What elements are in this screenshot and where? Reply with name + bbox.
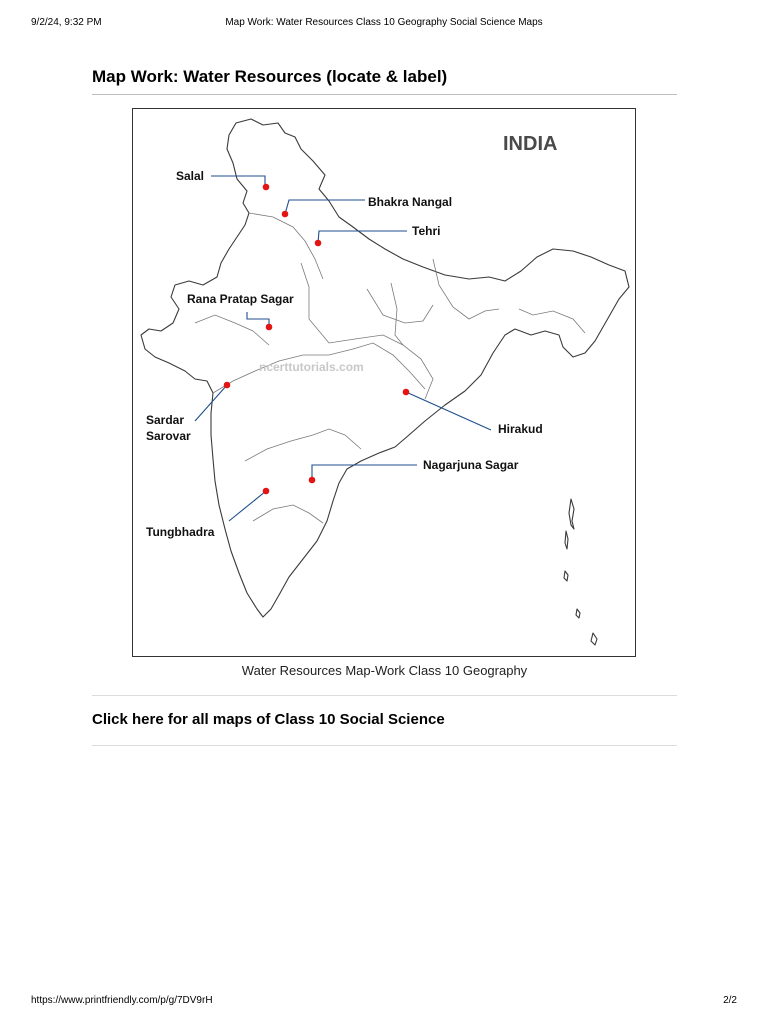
state-border-5 xyxy=(245,429,361,461)
article-content xyxy=(92,66,677,728)
dam-marker-rana-pratap-sagar xyxy=(266,324,273,331)
india-map-figure xyxy=(132,108,636,657)
dam-label-sarovar: Sarovar xyxy=(146,429,191,443)
section-heading: Map Work: Water Resources (locate & label) xyxy=(92,66,677,95)
state-border-10 xyxy=(367,289,433,323)
state-border-9 xyxy=(519,309,585,333)
leader-nagarjuna-sagar xyxy=(312,465,417,480)
map-watermark: ncerttutorials.com xyxy=(259,360,364,374)
all-maps-link[interactable]: Click here for all maps of Class 10 Social Science xyxy=(92,711,445,728)
state-border-1 xyxy=(249,213,323,279)
print-url: https://www.printfriendly.com/p/g/7DV9rH xyxy=(31,995,213,1006)
dam-marker-tehri xyxy=(315,240,322,247)
dam-label-rana-pratap-sagar: Rana Pratap Sagar xyxy=(187,292,294,306)
dam-marker-nagarjuna-sagar xyxy=(309,477,316,484)
dam-marker-sardar-sarovar xyxy=(224,382,231,389)
leader-hirakud xyxy=(406,392,491,430)
island-1 xyxy=(569,499,574,529)
dam-label-salal: Salal xyxy=(176,169,205,183)
divider-top xyxy=(92,695,677,696)
page-number: 2/2 xyxy=(723,995,737,1006)
leader-rana-pratap-sagar xyxy=(247,312,269,326)
dam-label-bhakra-nangal: Bhakra Nangal xyxy=(368,195,453,209)
leader-salal xyxy=(211,176,265,187)
india-map-svg xyxy=(133,109,635,656)
island-5 xyxy=(591,633,597,645)
dam-label-sardar: Sardar xyxy=(146,413,185,427)
dam-label-tungbhadra: Tungbhadra xyxy=(146,525,215,539)
island-2 xyxy=(565,531,568,549)
state-border-4 xyxy=(391,283,433,399)
island-3 xyxy=(564,571,568,581)
leader-bhakra-nangal xyxy=(285,200,365,214)
dam-label-nagarjuna-sagar: Nagarjuna Sagar xyxy=(423,458,519,472)
print-header xyxy=(31,17,737,31)
dam-label-tehri: Tehri xyxy=(412,224,441,238)
dam-marker-tungbhadra xyxy=(263,488,270,495)
map-caption: Water Resources Map-Work Class 10 Geography xyxy=(241,663,528,678)
dam-label-hirakud: Hirakud xyxy=(498,422,543,436)
map-title: INDIA xyxy=(503,133,558,155)
leader-tehri xyxy=(318,231,407,243)
dam-marker-bhakra-nangal xyxy=(282,211,289,218)
divider-bottom xyxy=(92,745,677,746)
india-outline xyxy=(141,119,629,617)
island-4 xyxy=(576,609,580,618)
state-border-6 xyxy=(253,505,323,523)
state-border-8 xyxy=(433,259,499,319)
print-document-title: Map Work: Water Resources Class 10 Geography Social Science Maps xyxy=(225,17,543,28)
state-border-3 xyxy=(301,263,403,345)
dam-marker-hirakud xyxy=(403,389,410,396)
print-datetime: 9/2/24, 9:32 PM xyxy=(31,17,102,28)
dam-marker-salal xyxy=(263,184,270,191)
